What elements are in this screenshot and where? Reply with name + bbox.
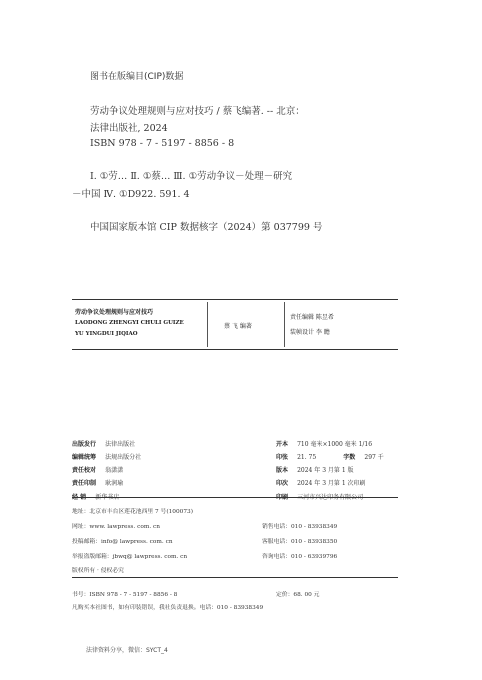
responsible-editor: 责任编辑 陈昱希: [290, 314, 334, 321]
detail-row: [276, 484, 363, 503]
detail-label: 印次: [276, 480, 289, 487]
detail-label: 开本: [276, 441, 289, 448]
contact-rule: [72, 577, 398, 578]
detail-value: 法律出版社: [105, 441, 136, 448]
detail-value: 法规出版分社: [105, 454, 142, 461]
cip-entry-line2: 法律出版社, 2024: [90, 123, 168, 134]
detail-value: 21. 75: [297, 454, 317, 461]
cip-subject-line1: Ⅰ. ①劳… Ⅱ. ①蔡… Ⅲ. ①劳动争议－处理－研究: [90, 171, 293, 182]
details-rule: [72, 497, 398, 498]
detail-row: [72, 484, 119, 503]
title-box-top-rule: [72, 299, 398, 300]
submission-email: 投稿邮箱：info@ lawpress. com. cn: [72, 539, 173, 545]
book-isbn: 书号：ISBN 978 - 7 - 5197 - 8856 - 8: [72, 592, 178, 598]
detail-label: 印张: [276, 454, 289, 461]
detail-value: 2024 年 3 月第 1 次印刷: [297, 480, 366, 487]
detail-label: 编辑统筹: [72, 454, 97, 461]
title-box-divider-right: [284, 302, 285, 347]
book-price: 定价：68. 00 元: [276, 592, 320, 598]
title-box-divider-left: [207, 302, 208, 347]
detail-value: 耿润瑜: [105, 480, 124, 487]
book-pinyin-line1: LAODONG ZHENGYI CHULI GUIZE: [75, 320, 184, 326]
title-box-bottom-rule: [72, 349, 398, 350]
service-phone: 客服电话：010 - 83938350: [262, 539, 338, 545]
footer-note: 法律资料分享，微信：SYCT_4: [86, 647, 168, 654]
cip-entry-line1: 劳动争议处理规则与应对技巧 / 蔡飞编著. -- 北京：: [90, 106, 305, 117]
detail-label: 责任印制: [72, 480, 97, 487]
detail-value: 2024 年 3 月第 1 版: [297, 467, 354, 474]
report-email: 举报盗版邮箱：jbwq@ lawpress. com. cn: [72, 554, 188, 560]
publisher-website: 网址：www. lawpress. com. cn: [72, 524, 160, 530]
book-title: 劳动争议处理规则与应对技巧: [75, 309, 154, 316]
inquiry-phone: 咨询电话：010 - 63939796: [262, 554, 338, 560]
cip-number: 中国国家版本馆 CIP 数据核字（2024）第 037799 号: [90, 222, 323, 233]
detail-label: 字数: [343, 454, 356, 461]
publisher-address: 地址：北京市丰台区莲花池西里 7 号(100073): [72, 509, 193, 515]
detail-value: 297 千: [364, 454, 384, 461]
cip-isbn-line: ISBN 978 - 7 - 5197 - 8856 - 8: [90, 138, 235, 149]
book-author: 蔡 飞 编著: [224, 323, 252, 330]
detail-label: 出版发行: [72, 441, 97, 448]
detail-label: 责任校对: [72, 467, 97, 474]
detail-value: 翁潇潇: [105, 467, 124, 474]
return-notice: 凡购买本社图书，如有印装错误，我社负责退换。电话：010 - 83938349: [72, 605, 264, 611]
cover-designer: 装帧设计 李 瞻: [290, 329, 330, 336]
detail-value: 710 毫米×1000 毫米 1/16: [297, 441, 373, 448]
cip-heading: 图书在版编目(CIP)数据: [90, 72, 184, 82]
book-pinyin-line2: YU YINGDUI JIQIAO: [75, 331, 138, 337]
detail-label: 版本: [276, 467, 289, 474]
sales-phone: 销售电话：010 - 83938349: [262, 524, 338, 530]
rights-notice: 版权所有 · 侵权必究: [72, 568, 124, 574]
cip-subject-line2: －中国 Ⅳ. ①D922. 591. 4: [72, 189, 190, 200]
